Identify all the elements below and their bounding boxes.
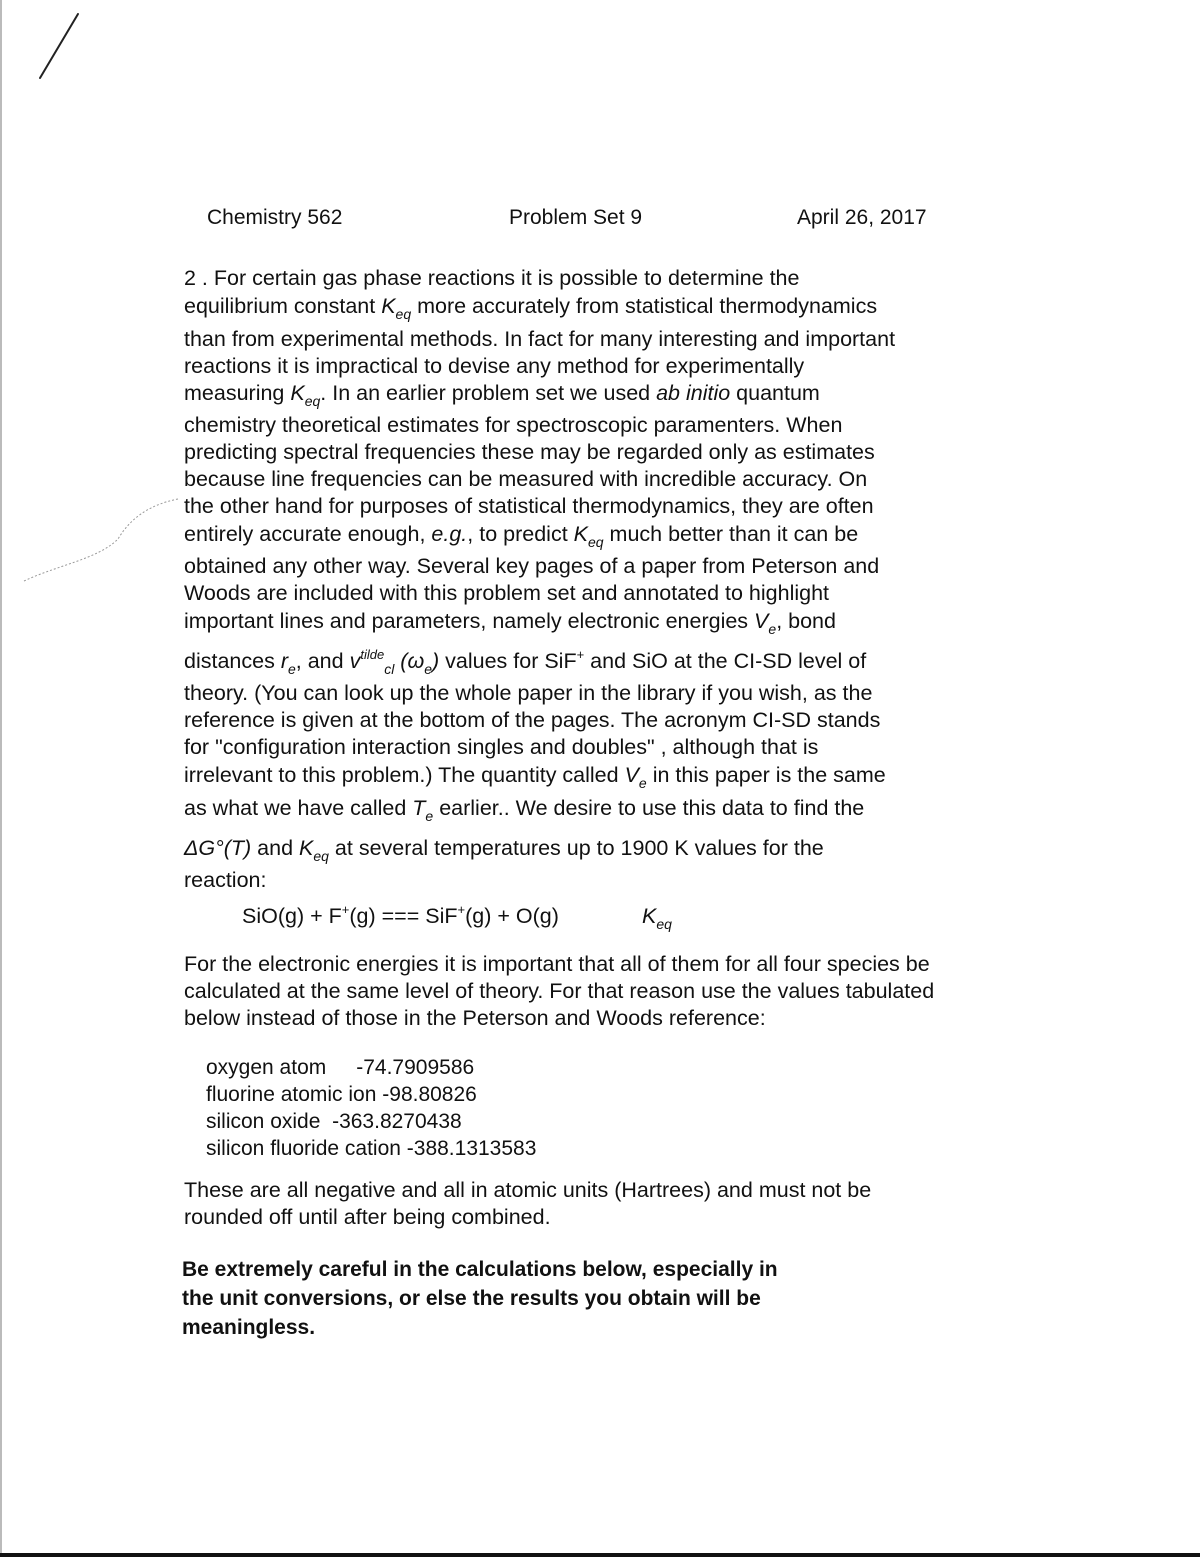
text-line: predicting spectral frequencies these may be regarded only as estimates [184,440,875,464]
warning-text: meaningless. [182,1316,316,1339]
text-line: Woods are included with this problem set and annotated to highlight [184,581,830,605]
text-line: the other hand for purposes of statistical thermodynamics, they are often [184,494,874,518]
course-name: Chemistry 562 [207,206,343,229]
text-line: theory. (You can look up the whole paper in the library if you wish, as the [184,681,873,705]
text-line: distances $r_e$, and $v^{tilde}_{cl}$ $(\omega_e)$ values for SiF+ and SiO at the CI-SD level of [184,647,867,677]
energy-item: oxygen atom -74.7909586 [206,1056,475,1079]
scan-edge [0,0,2,1557]
text-line: reaction: [184,868,267,892]
text-line: These are all negative and all in atomic units (Hartrees) and must not be [184,1178,872,1202]
text-line: rounded off until after being combined. [184,1205,551,1229]
text-line: For the electronic energies it is important that all of them for all four species be [184,952,930,976]
reaction-keq: $K_{eq}$ [642,904,672,932]
energy-item: silicon fluoride cation -388.1313583 [206,1137,537,1160]
text-line: below instead of those in the Peterson and Woods reference: [184,1006,766,1030]
text-line: reference is given at the bottom of the pages. The acronym CI-SD stands [184,708,881,732]
warning-text: Be extremely careful in the calculations below, especially in [182,1258,778,1281]
text-line: equilibrium constant $K_{eq}$ more accurately from statistical thermodynamics [184,294,878,322]
text-line: entirely accurate enough, e.g., to predict $K_{eq}$ much better than it can be [184,522,859,550]
reaction-equation: SiO(g) + F+(g) === SiF+(g) + O(g) [242,902,559,928]
energy-item: silicon oxide -363.8270438 [206,1110,462,1133]
warning-text: the unit conversions, or else the results you obtain will be [182,1287,761,1310]
text-line: as what we have called $T_e$ earlier.. We desire to use this data to find the [184,796,865,824]
energy-item: fluorine atomic ion -98.80826 [206,1083,477,1106]
problem-set-title: Problem Set 9 [509,206,643,229]
margin-pencil-mark [18,495,188,585]
text-line: irrelevant to this problem.) The quantity called $V_e$ in this paper is the same [184,763,886,791]
text-line: chemistry theoretical estimates for spectroscopic paramenters. When [184,413,843,437]
text-line: ΔG°(T) and $K_{eq}$ at several temperatures up to 1900 K values for the [184,836,824,864]
text-line: 2 . For certain gas phase reactions it is possible to determine the [184,266,800,290]
text-line: reactions it is impractical to devise any method for experimentally [184,354,805,378]
scan-bottom-border [0,1553,1200,1557]
text-line: measuring $K_{eq}$. In an earlier problem set we used ab initio quantum [184,381,820,409]
header-date: April 26, 2017 [797,206,927,229]
text-line: important lines and parameters, namely electronic energies $V_e$, bond [184,609,836,637]
handwritten-slash-mark [30,10,90,85]
text-line: than from experimental methods. In fact for many interesting and important [184,327,896,351]
text-line: because line frequencies can be measured with incredible accuracy. On [184,467,868,491]
text-line: obtained any other way. Several key pages of a paper from Peterson and [184,554,880,578]
text-line: calculated at the same level of theory. For that reason use the values tabulated [184,979,935,1003]
text-line: for "configuration interaction singles and doubles" , although that is [184,735,819,759]
